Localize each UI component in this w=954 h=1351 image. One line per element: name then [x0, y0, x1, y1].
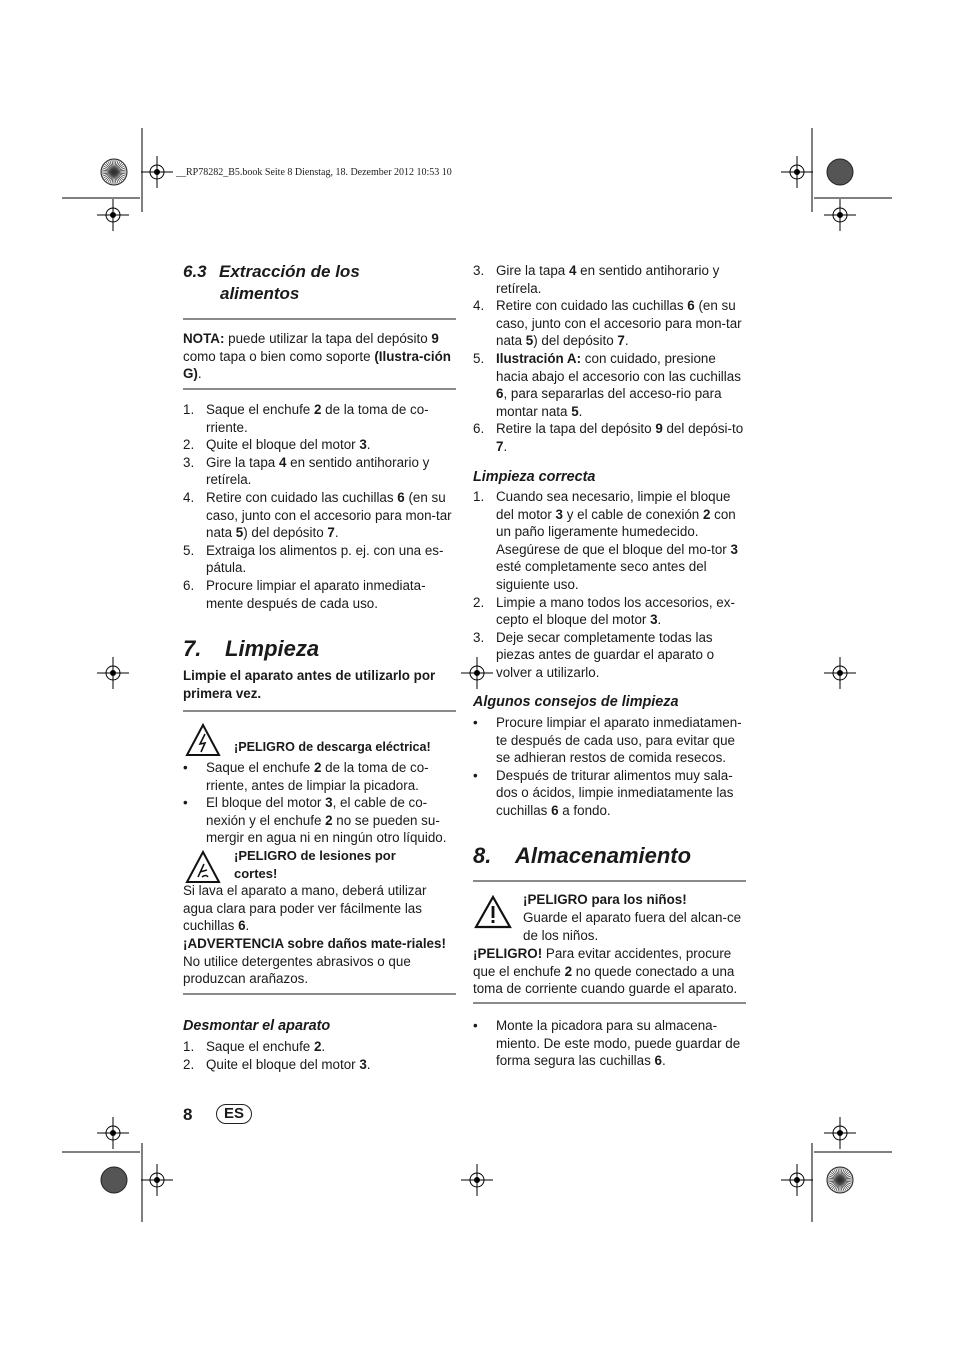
list-item: 1. Saque el enchufe 2 de la toma de co-rriente. [183, 402, 429, 435]
section-6-3-heading [183, 261, 360, 305]
heading-text: Limpieza [225, 636, 320, 661]
note-ref: (Ilustra-ción G) [183, 348, 451, 382]
electric-warning-icon [185, 723, 221, 757]
list-item: 5. Ilustración A: con cuidado, presione hacia abajo el accesorio con las cuchillas 6, para separarlas del acceso-rio para montar nata 5. [473, 350, 741, 419]
danger-electric-title: ¡PELIGRO de descarga eléctrica! [234, 740, 431, 754]
note-text: puede utilizar la tapa del depósito [224, 331, 432, 346]
disassemble-heading: Desmontar el aparato [183, 1018, 331, 1034]
divider [183, 710, 456, 712]
extraction-steps [183, 401, 456, 612]
page-number: 8 [183, 1105, 193, 1124]
heading-text: Almacenamiento [515, 843, 692, 868]
list-item: 2. Limpie a mano todos los accesorios, ex-cepto el bloque del motor 3. [473, 594, 735, 628]
danger-children-text: Guarde el aparato fuera del alcan-ce de los niños. [523, 910, 742, 943]
section-number: 6.3 [183, 262, 207, 281]
danger-plug-text: ¡PELIGRO! Para evitar accidentes, procure que el enchufe 2 no quede conectado a una toma de corriente cuando guarde el aparato. [473, 946, 738, 997]
divider [183, 388, 456, 390]
note-label: NOTA: [183, 331, 225, 346]
list-item: 3. Deje secar completamente todas las piezas antes de guardar el aparato o volver a utilizarlo. [473, 629, 715, 680]
section-8-heading [473, 843, 691, 869]
list-item: • Después de triturar alimentos muy sala-dos o ácidos, limpie inmediatamente las cuchillas 6 a fondo. [473, 767, 734, 818]
disassemble-steps [183, 1038, 456, 1073]
danger-electric-list [183, 759, 456, 847]
list-item: 1. Saque el enchufe 2. [183, 1039, 326, 1054]
danger-cut-text: Si lava el aparato a mano, deberá utilizar agua clara para poder ver fácilmente las cuchillas 6. [183, 883, 427, 934]
list-item: 5. Extraiga los alimentos p. ej. con una es-pátula. [183, 542, 444, 576]
list-item: 4. Retire con cuidado las cuchillas 6 (en su caso, junto con el accesorio para mon-tar nata 5) del depósito 7. [473, 298, 742, 349]
note-block [183, 330, 456, 383]
file-header: __RP78282_B5.book Seite 8 Dienstag, 18. Dezember 2012 10:53 10 [176, 167, 452, 178]
divider [183, 318, 456, 320]
correct-cleaning-heading: Limpieza correcta [473, 469, 596, 485]
cleaning-tips-list [473, 714, 746, 820]
divider [473, 1002, 746, 1004]
warning-triangle-icon [474, 895, 512, 929]
danger-cut-title: ¡PELIGRO de lesiones por cortes! [234, 848, 396, 881]
list-item: • Procure limpiar el aparato inmediatamen-te después de cada uso, para evitar que se adhieran restos de comida resecos. [473, 715, 742, 766]
cut-warning-icon [185, 850, 221, 884]
storage-list [473, 1017, 746, 1070]
section-7-heading [183, 636, 319, 662]
cleaning-tips-heading: Algunos consejos de limpieza [473, 694, 679, 710]
note-text: como tapa o bien como soporte [183, 348, 375, 364]
language-badge: ES [216, 1104, 252, 1124]
note-text: . [197, 366, 202, 382]
list-item: • Monte la picadora para su almacena-miento. De este modo, puede guardar de forma segura las cuchillas 6. [473, 1018, 741, 1069]
list-item: 3. Gire la tapa 4 en sentido antihorario y retírela. [473, 263, 720, 296]
heading-text: Extracción de los [219, 262, 360, 281]
divider [473, 880, 746, 882]
list-item: 2. Quite el bloque del motor 3. [183, 1056, 371, 1072]
section-number: 7. [183, 636, 202, 661]
list-item: 3. Gire la tapa 4 en sentido antihorario y retírela. [183, 454, 430, 488]
section-7-intro: Limpie el aparato antes de utilizarlo por primera vez. [183, 668, 436, 701]
list-item: • Saque el enchufe 2 de la toma de co-rriente, antes de limpiar la picadora. [183, 760, 429, 793]
material-warning: ¡ADVERTENCIA sobre daños mate-riales! No utilice detergentes abrasivos o que produzcan arañazos. [183, 936, 446, 987]
list-item: 2. Quite el bloque del motor 3. [183, 437, 371, 453]
list-item: 1. Cuando sea necesario, limpie el bloque del motor 3 y el cable de conexión 2 con un paño ligeramente humedecido. Asegúrese de que el bloque del mo-tor 3 esté completamente seco antes del siguiente uso. [473, 489, 738, 592]
heading-text-cont: alimentos [220, 284, 300, 303]
list-item: 4. Retire con cuidado las cuchillas 6 (en su caso, junto con el accesorio para mon-tar nata 5) del depósito 7. [183, 489, 452, 541]
list-item: 6. Retire la tapa del depósito 9 del depósi-to 7. [473, 421, 744, 454]
section-number: 8. [473, 843, 492, 868]
danger-children-title: ¡PELIGRO para los niños! [523, 892, 687, 907]
list-item: 6. Procure limpiar el aparato inmediata-mente después de cada uso. [183, 577, 426, 611]
note-ref: 9 [431, 331, 439, 346]
correct-cleaning-steps [473, 488, 746, 682]
list-item: • El bloque del motor 3, el cable de co-nexión y el enchufe 2 no se pueden su-mergir en agua ni en ningún otro líquido. [183, 795, 447, 846]
divider [183, 993, 456, 995]
disassemble-steps-cont [473, 262, 746, 456]
